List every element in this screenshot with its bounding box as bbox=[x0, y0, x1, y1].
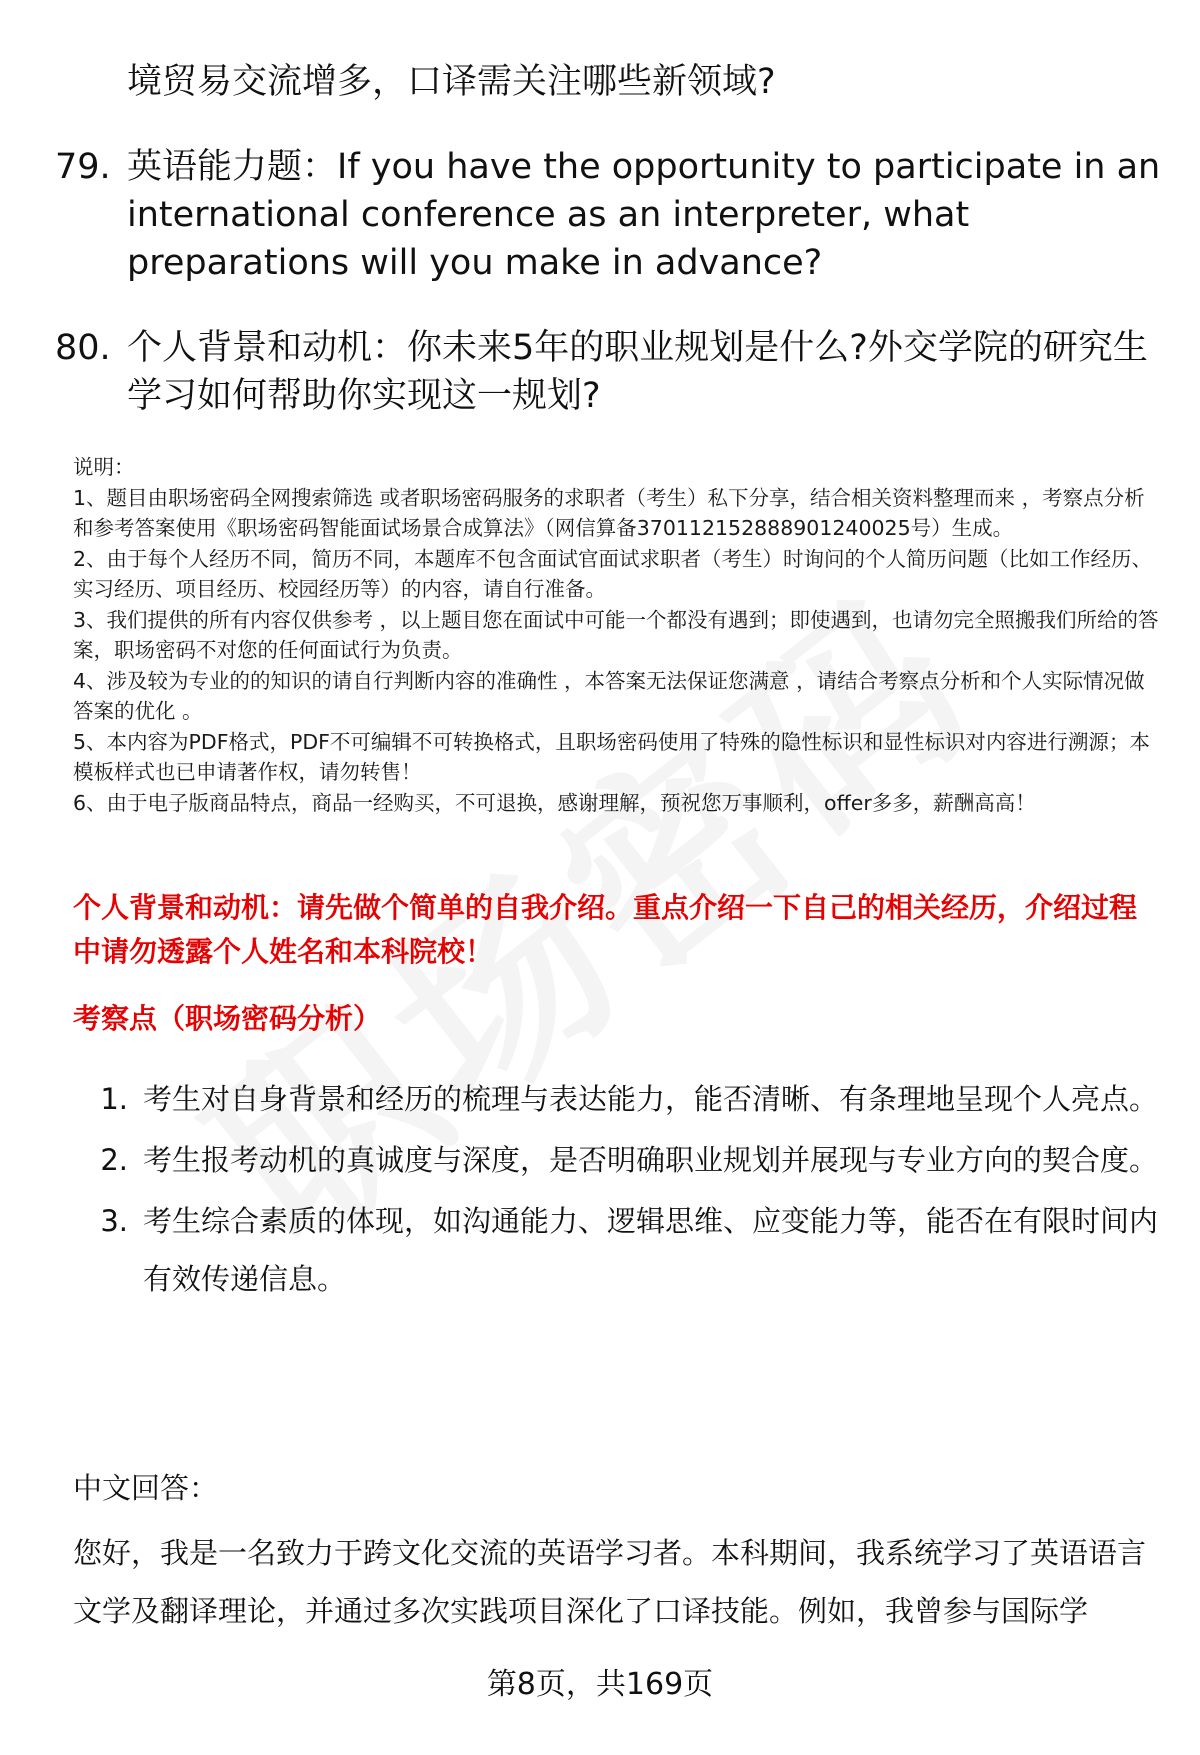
note-item: 1、题目由职场密码全网搜索筛选 或者职场密码服务的求职者（考生）私下分享，结合相关资料整理而来 ，考察点分析和参考答案使用《职场密码智能面试场景合成算法》（网信算备370112152888901240025号）生成。 bbox=[73, 485, 1145, 540]
chinese-answer-text: 您好，我是一名致力于跨文化交流的英语学习者。本科期间，我系统学习了英语语言文学及翻译理论，并通过多次实践项目深化了口译技能。例如，我曾参与国际学 bbox=[73, 1536, 1147, 1628]
highlighted-question: 个人背景和动机：请先做个简单的自我介绍。重点介绍一下自己的相关经历，介绍过程中请勿透露个人姓名和本科院校！ bbox=[73, 891, 1138, 968]
point-text: 考生报考动机的真诚度与深度，是否明确职业规划并展现与专业方向的契合度。 bbox=[143, 1143, 1159, 1177]
point-text: 考生综合素质的体现，如沟通能力、逻辑思维、应变能力等，能否在有限时间内有效传递信息。 bbox=[143, 1204, 1159, 1296]
analysis-points bbox=[73, 1070, 1163, 1311]
analysis-point bbox=[73, 1192, 1163, 1308]
question-continuation: 境贸易交流增多，口译需关注哪些新领域? bbox=[127, 62, 776, 102]
chinese-answer-label: 中文回答： bbox=[73, 1471, 219, 1505]
note-item: 2、由于每个人经历不同，简历不同，本题库不包含面试官面试求职者（考生）时询问的个人简历问题（比如工作经历、实习经历、项目经历、校园经历等）的内容，请自行准备。 bbox=[73, 546, 1153, 601]
question-80 bbox=[55, 324, 1175, 420]
notes-section bbox=[73, 452, 1163, 818]
question-79 bbox=[55, 143, 1175, 287]
question-number: 79. bbox=[55, 147, 111, 187]
analysis-point bbox=[73, 1070, 1163, 1128]
question-text: 个人背景和动机：你未来5年的职业规划是什么?外交学院的研究生学习如何帮助你实现这一规划? bbox=[127, 328, 1148, 416]
point-number: 2. bbox=[100, 1143, 128, 1177]
point-number: 1. bbox=[100, 1082, 128, 1116]
note-item: 5、本内容为PDF格式，PDF不可编辑不可转换格式，且职场密码使用了特殊的隐性标识和显性标识对内容进行溯源；本模板样式也已申请著作权，请勿转售！ bbox=[73, 729, 1150, 784]
note-item: 4、涉及较为专业的的知识的请自行判断内容的准确性 ，本答案无法保证您满意 ，请结合考察点分析和个人实际情况做答案的优化 。 bbox=[73, 668, 1145, 723]
point-number: 3. bbox=[100, 1204, 128, 1238]
notes-title: 说明： bbox=[73, 455, 135, 479]
page-footer: 第8页，共169页 bbox=[486, 1667, 714, 1702]
point-text: 考生对自身背景和经历的梳理与表达能力，能否清晰、有条理地呈现个人亮点。 bbox=[143, 1082, 1159, 1116]
note-item: 3、我们提供的所有内容仅供参考 ，以上题目您在面试中可能一个都没有遇到；即使遇到，也请勿完全照搬我们所给的答案，职场密码不对您的任何面试行为负责。 bbox=[73, 607, 1159, 662]
question-text: 英语能力题：If you have the opportunity to participate in an international conference as an interpreter, what preparations will you make in advance? bbox=[127, 147, 1161, 283]
question-number: 80. bbox=[55, 328, 111, 368]
analysis-title: 考察点（职场密码分析） bbox=[73, 1002, 382, 1035]
analysis-point bbox=[73, 1131, 1163, 1189]
note-item: 6、由于电子版商品特点，商品一经购买，不可退换，感谢理解，预祝您万事顺利，offer多多，薪酬高高！ bbox=[73, 790, 1036, 815]
